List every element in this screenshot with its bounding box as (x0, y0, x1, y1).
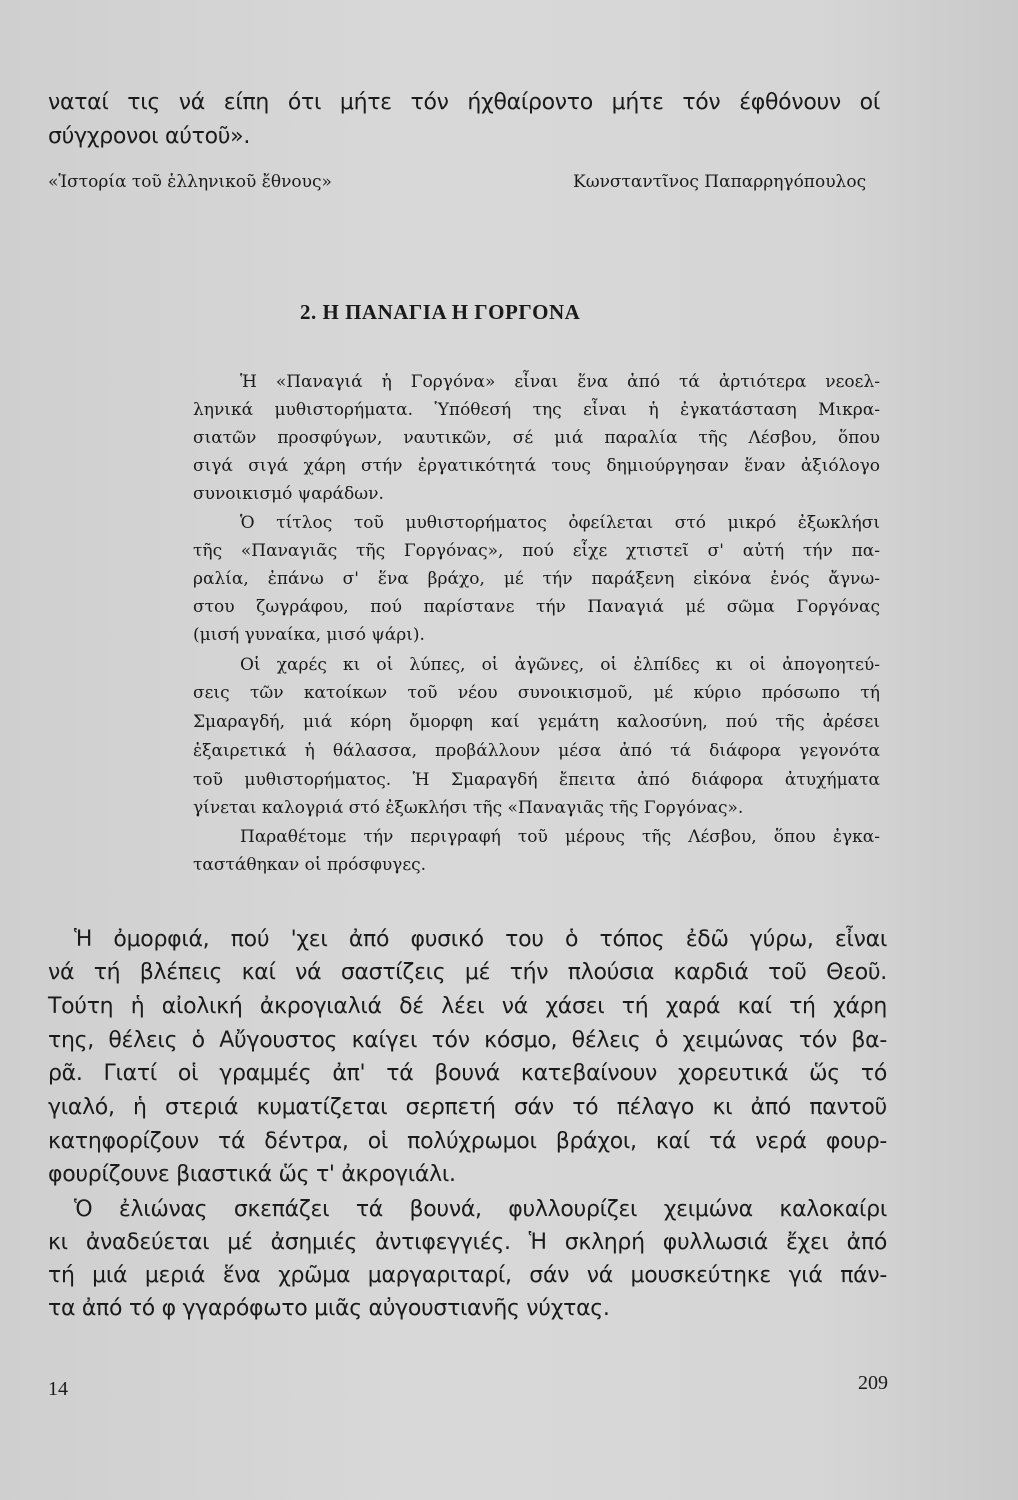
text-line: συνοικισμό ψαράδων. (193, 484, 384, 504)
text-line: ραλία, ἐπάνω σ' ἕνα βράχο, μέ τήν παράξενη εἰκόνα ἑνός ἄγνω- (193, 569, 880, 589)
text-line: τα ἀπό τό φ γγαρόφωτο μιᾶς αὐγουστιανῆς νύχτας. (48, 1296, 610, 1321)
text-line: γίνεται καλογριά στό ἐξωκλήσι τῆς «Παναγιᾶς τῆς Γοργόνας». (193, 798, 744, 818)
text-line: Τούτη ἡ αἰολική ἀκρογιαλιά δέ λέει νά χάσει τή χαρά καί τή χάρη (48, 994, 887, 1019)
text-line: στου ζωγράφου, πού παρίστανε τήν Παναγιά μέ σῶμα Γοργόνας (193, 597, 880, 617)
text-line: ναταί τις νά είπη ότι μήτε τόν ήχθαίροντο μήτε τόν έφθόνουν οί (48, 90, 880, 115)
text-line: τή μιά μεριά ἕνα χρῶμα μαργαριταρί, σάν νά μουσκεύτηκε γιά πάν- (48, 1263, 887, 1288)
page-number: 209 (858, 1372, 888, 1394)
text-line: της, θέλεις ὁ Αὔγουστος καίγει τόν κόσμο, θέλεις ὁ χειμώνας τόν βα- (48, 1028, 887, 1053)
text-line: ληνικά μυθιστορήματα. Ὑπόθεσή της εἶναι ἡ ἐγκατάσταση Μικρα- (193, 400, 880, 420)
text-line: τῆς «Παναγιᾶς τῆς Γοργόνας», πού εἶχε χτιστεῖ σ' αὐτή τήν πα- (193, 541, 880, 561)
text-line: Ἡ ὀμορφιά, πού 'χει ἀπό φυσικό του ὁ τόπος ἐδῶ γύρω, εἶναι (74, 927, 887, 952)
text-line: σιατῶν προσφύγων, ναυτικῶν, σέ μιά παραλία τῆς Λέσβου, ὅπου (193, 428, 880, 448)
signature-mark: 14 (48, 1378, 68, 1400)
quote-source: «Ἱστορία τοῦ ἑλληνικοῦ ἔθνους» (48, 172, 332, 192)
section-title: 2. Η ΠΑΝΑΓΙΑ Η ΓΟΡΓΟΝΑ (300, 300, 581, 324)
text-line: κι ἀναδεύεται μέ ἀσημιές ἀντιφεγγιές. Ἡ σκληρή φυλλωσιά ἔχει ἀπό (48, 1230, 887, 1255)
text-line: νά τή βλέπεις καί νά σαστίζεις μέ τήν πλούσια καρδιά τοῦ Θεοῦ. (48, 960, 887, 985)
text-line: Οἱ χαρές κι οἱ λύπες, οἱ ἀγῶνες, οἱ ἐλπίδες κι οἱ ἀπογοητεύ- (240, 655, 880, 675)
text-line: γιαλό, ἡ στεριά κυματίζεται σερπετή σάν τό πέλαγο κι ἀπό παντοῦ (48, 1095, 887, 1120)
text-line: ρᾶ. Γιατί οἱ γραμμές ἀπ' τά βουνά κατεβαίνουν χορευτικά ὥς τό (48, 1061, 887, 1086)
text-line: Παραθέτομε τήν περιγραφή τοῦ μέρους τῆς Λέσβου, ὅπου ἐγκα- (240, 827, 880, 847)
text-line: τοῦ μυθιστορήματος. Ἡ Σμαραγδή ἔπειτα ἀπό διάφορα ἀτυχήματα (193, 770, 880, 790)
text-line: ἐξαιρετικά ἡ θάλασσα, προβάλλουν μέσα ἀπό τά διάφορα γεγονότα (193, 741, 880, 761)
text-line: σιγά σιγά χάρη στήν ἐργατικότητά τους δημιούργησαν ἕναν ἀξιόλογο (193, 456, 880, 476)
text-line: Ὁ ἐλιώνας σκεπάζει τά βουνά, φυλλουρίζει χειμώνα καλοκαίρι (74, 1197, 887, 1222)
text-line: σύγχρονοι αύτοῦ». (48, 124, 251, 149)
text-line: ταστάθηκαν οἱ πρόσφυγες. (193, 855, 427, 875)
quote-author: Κωνσταντῖνος Παπαρρηγόπουλος (573, 172, 867, 192)
text-line: φουρίζουνε βιαστικά ὥς τ' ἀκρογιάλι. (48, 1162, 456, 1187)
text-line: Ἡ «Παναγιά ἡ Γοργόνα» εἶναι ἕνα ἀπό τά ἀρτιότερα νεοελ- (240, 372, 880, 392)
text-line: Ὁ τίτλος τοῦ μυθιστορήματος ὀφείλεται στό μικρό ἐξωκλήσι (240, 513, 880, 533)
text-line: (μισή γυναίκα, μισό ψάρι). (193, 625, 425, 645)
text-line: σεις τῶν κατοίκων τοῦ νέου συνοικισμοῦ, μέ κύριο πρόσωπο τή (193, 683, 880, 703)
text-line: κατηφορίζουν τά δέντρα, οἱ πολύχρωμοι βράχοι, καί τά νερά φουρ- (48, 1129, 887, 1154)
text-line: Σμαραγδή, μιά κόρη ὄμορφη καί γεμάτη καλοσύνη, πού τῆς ἀρέσει (193, 712, 880, 732)
